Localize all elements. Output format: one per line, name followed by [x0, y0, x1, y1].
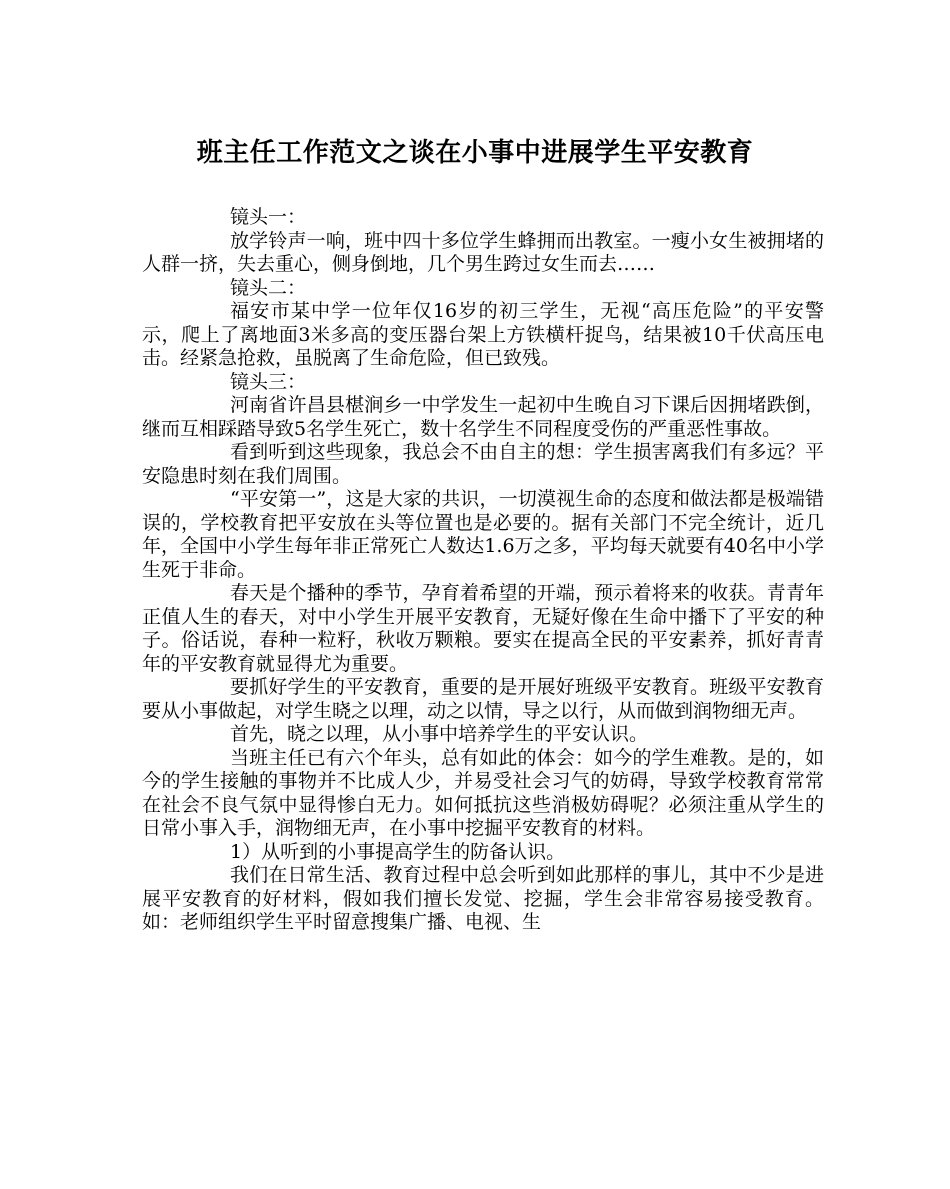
paragraph: 镜头一：	[230, 206, 307, 228]
document-body	[142, 206, 824, 935]
paragraph: 看到听到这些现象，我总会不由自主的想：学生损害离我们有多远？平安隐患时刻在我们周围。	[142, 441, 824, 487]
paragraph: 放学铃声一响，班中四十多位学生蜂拥而出教室。一瘦小女生被拥堵的人群一挤，失去重心，侧身倒地，几个男生跨过女生而去……	[142, 229, 824, 275]
paragraph: 镜头三：	[230, 370, 307, 393]
paragraph: 河南省许昌县椹涧乡一中学发生一起初中生晚自习下课后因拥堵跌倒，继而互相踩踏导致5名学生死亡，数十名学生不同程度受伤的严重恶性事故。	[142, 394, 824, 440]
paragraph: 我们在日常生活、教育过程中总会听到如此那样的事儿，其中不少是进展平安教育的好材料，假如我们擅长发觉、挖掘，学生会非常容易接受教育。如：老师组织学生平时留意搜集广播、电视、生	[142, 864, 824, 933]
paragraph: 首先，晓之以理，从小事中培养学生的平安认识。	[230, 723, 649, 745]
document-title: 班主任工作范文之谈在小事中进展学生平安教育	[196, 138, 754, 168]
paragraph: 要抓好学生的平安教育，重要的是开展好班级平安教育。班级平安教育要从小事做起，对学生晓之以理，动之以情，导之以行，从而做到润物细无声。	[142, 676, 824, 722]
paragraph: 春天是个播种的季节，孕育着希望的开端，预示着将来的收获。青青年正值人生的春天，对中小学生开展平安教育，无疑好像在生命中播下了平安的种子。俗话说，春种一粒籽，秋收万颗粮。要实在提高全民的平安素养，抓好青青年的平安教育就显得尤为重要。	[142, 582, 824, 675]
paragraph: 当班主任已有六个年头，总有如此的体会：如今的学生难教。是的，如今的学生接触的事物并不比成人少，并易受社会习气的妨碍，导致学校教育常常在社会不良气氛中显得惨白无力。如何抵抗这些消极妨碍呢？必须注重从学生的日常小事入手，润物细无声，在小事中挖掘平安教育的材料。	[142, 746, 824, 839]
paragraph: 1）从听到的小事提高学生的防备认识。	[230, 840, 566, 863]
paragraph: “平安第一”，这是大家的共识，一切漠视生命的态度和做法都是极端错误的，学校教育把平安放在头等位置也是必要的。据有关部门不完全统计，近几年，全国中小学生每年非正常死亡人数达1.6万之多，平均每天就要有40名中小学生死于非命。	[142, 488, 824, 581]
paragraph: 福安市某中学一位年仅16岁的初三学生，无视“高压危险”的平安警示，爬上了离地面3米多高的变压器台架上方铁横杆捉鸟，结果被10千伏高压电击。经紧急抢救，虽脱离了生命危险，但已致残。	[142, 300, 824, 369]
paragraph: 镜头二：	[230, 276, 307, 299]
